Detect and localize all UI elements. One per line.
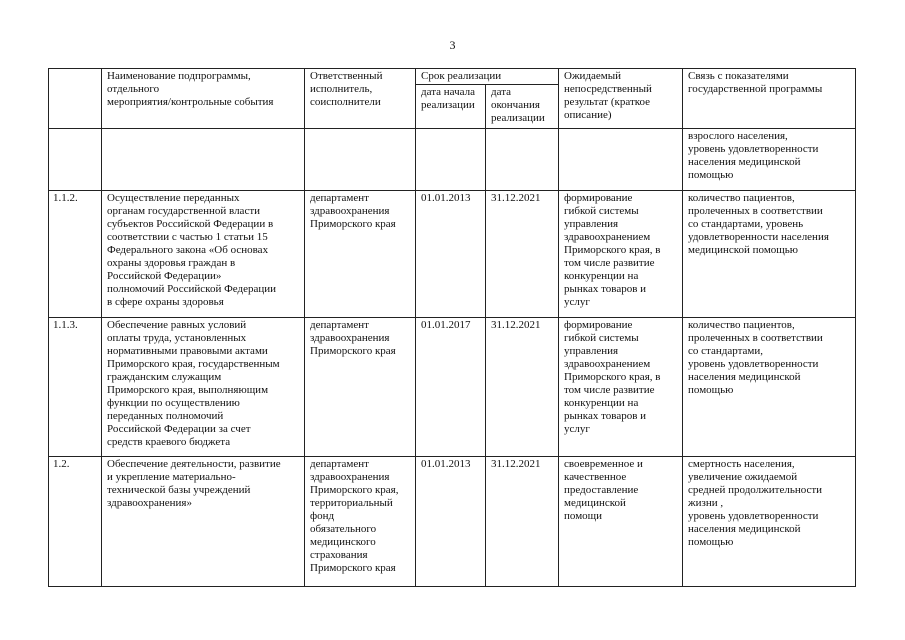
- row-responsible: департамент здравоохранения Приморского края, территориальный фонд обязательного медицинского страхования Приморского края: [305, 457, 416, 587]
- table-row: [49, 318, 856, 457]
- table-row: [49, 191, 856, 318]
- row-code: 1.2.: [49, 457, 102, 587]
- row-start-date: 01.01.2013: [416, 191, 486, 318]
- row-name: Обеспечение равных условий оплаты труда, установленных нормативными правовыми актами Приморского края, государственным гражданским служащим Приморского края, выполняющим функции по осуществлению переданных полномочий Российской Федерации за счет средств краевого бюджета: [102, 318, 305, 457]
- header-responsible: Ответственный исполнитель, соисполнители: [305, 69, 416, 129]
- row-start-date: [416, 129, 486, 191]
- row-result: формирование гибкой системы управления здравоохранением Приморского края, в том числе развитие конкуренции на рынках товаров и услуг: [559, 318, 683, 457]
- header-name: Наименование подпрограммы, отдельного мероприятия/контрольные события: [102, 69, 305, 129]
- row-result: своевременное и качественное предоставление медицинской помощи: [559, 457, 683, 587]
- header-start-date: дата начала реализации: [416, 85, 486, 129]
- program-table: [48, 68, 856, 587]
- row-code: 1.1.3.: [49, 318, 102, 457]
- row-link: количество пациентов, пролеченных в соответствии со стандартами, уровень удовлетворенности населения медицинской помощью: [683, 318, 856, 457]
- row-end-date: 31.12.2021: [486, 191, 559, 318]
- row-start-date: 01.01.2017: [416, 318, 486, 457]
- row-start-date: 01.01.2013: [416, 457, 486, 587]
- row-end-date: [486, 129, 559, 191]
- header-end-date: дата окончания реализации: [486, 85, 559, 129]
- header-code-cell: [49, 69, 102, 129]
- row-end-date: 31.12.2021: [486, 457, 559, 587]
- row-link: смертность населения, увеличение ожидаемой средней продолжительности жизни , уровень удовлетворенности населения медицинской помощью: [683, 457, 856, 587]
- row-responsible: департамент здравоохранения Приморского края: [305, 318, 416, 457]
- header-result: Ожидаемый непосредственный результат (краткое описание): [559, 69, 683, 129]
- row-end-date: 31.12.2021: [486, 318, 559, 457]
- row-responsible: департамент здравоохранения Приморского края: [305, 191, 416, 318]
- table-row: [49, 457, 856, 587]
- table-row: [49, 129, 856, 191]
- row-link: количество пациентов, пролеченных в соответствии со стандартами, уровень удовлетворенности населения медицинской помощью: [683, 191, 856, 318]
- row-responsible: [305, 129, 416, 191]
- row-name: Осуществление переданных органам государственной власти субъектов Российской Федерации в соответствии с частью 1 статьи 15 Федерального закона «Об основах охраны здоровья граждан в Российской Федерации» полномочий Российской Федерации в сфере охраны здоровья: [102, 191, 305, 318]
- header-period: Срок реализации: [416, 69, 559, 85]
- page-number: 3: [449, 38, 456, 52]
- row-name: Обеспечение деятельности, развитие и укрепление материально- технической базы учреждений здравоохранения»: [102, 457, 305, 587]
- row-name: [102, 129, 305, 191]
- row-code: 1.1.2.: [49, 191, 102, 318]
- header-row-1: [49, 69, 856, 85]
- row-link: взрослого населения, уровень удовлетворенности населения медицинской помощью: [683, 129, 856, 191]
- row-result: [559, 129, 683, 191]
- header-link: Связь с показателями государственной программы: [683, 69, 856, 129]
- row-code: [49, 129, 102, 191]
- row-result: формирование гибкой системы управления здравоохранением Приморского края, в том числе развитие конкуренции на рынках товаров и услуг: [559, 191, 683, 318]
